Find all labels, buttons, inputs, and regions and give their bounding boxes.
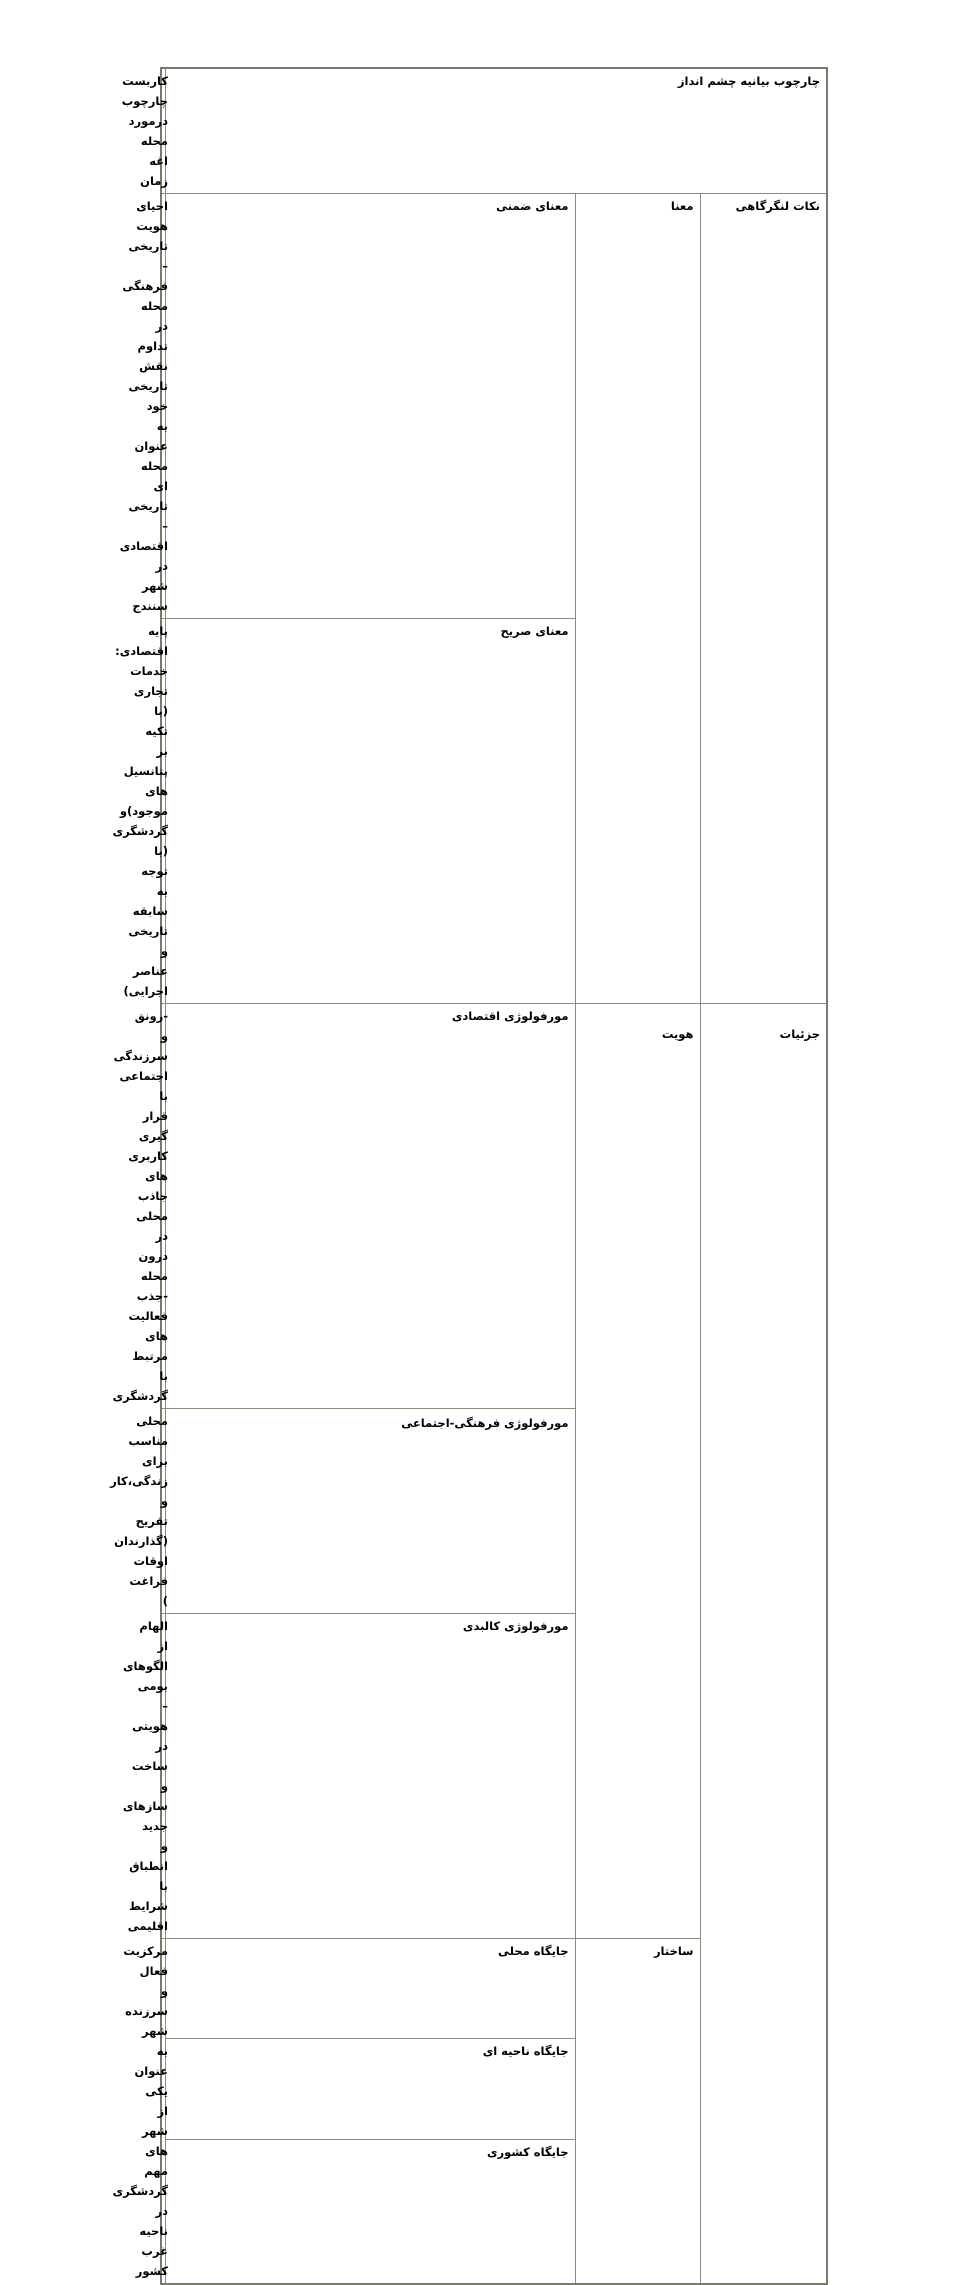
details-cell: جزئیات <box>700 1004 827 2285</box>
framework-title-cell: چارچوب بیانیه چشم انداز <box>166 68 827 194</box>
physical-morphology-text: الهام از الگوهای بومی –هویتی در ساخت و سازهای جدید و انطباق با شرایط اقلیمی <box>161 1614 166 1939</box>
regional-position-label: جایگاه ناحیه ای <box>166 2039 575 2139</box>
anchor-points-cell: نکات لنگرگاهی <box>700 194 827 1004</box>
cultural-social-morphology-text: محلی مناسب برای زندگی،کار و تفریح (گذارندان اوقات فراغت ) <box>161 1409 166 1614</box>
implicit-meaning-label: معنای ضمنی <box>166 194 575 619</box>
implicit-meaning-text: احیای هویت تاریخی –فرهنگی محله در تداوم نقش تاریخی خود به عنوان محله ای تاریخی –اقتصادی در شهر سنندج <box>161 194 166 619</box>
explicit-meaning-text: پایه اقتصادی: خدمات تجاری (با تکیه بر پتانسیل های موجود)و گردشگری (با توجه به سابقه تاریخی و عناصر اجرایی) <box>161 619 166 1004</box>
national-position-label: جایگاه کشوری <box>166 2139 575 2284</box>
economic-morphology-text: -رونق و سرزندگی اجتماعی با قرار گیری کاربری های جاذب محلی در درون محله -جذب فعالیت های مرتبط با گردشگری <box>161 1004 166 1409</box>
structure-cell: ساختار <box>575 1939 700 2285</box>
economic-morphology-label: مورفولوژی اقتصادی <box>166 1004 575 1409</box>
cultural-social-morphology-label: مورفولوژی فرهنگی-اجتماعی <box>166 1409 575 1614</box>
physical-morphology-label: مورفولوژی کالبدی <box>166 1614 575 1939</box>
application-title-cell: کاربست چارچوب درمورد محله اغه زمان <box>161 68 166 194</box>
structure-text: مرکزیت فعال و سرزنده شهر به عنوان یکی از شهر های مهم گردشگری در ناحیه غرب کشور <box>161 1939 166 2285</box>
local-position-label: جایگاه محلی <box>166 1939 575 2039</box>
explicit-meaning-label: معنای صریح <box>166 619 575 1004</box>
vision-framework-table <box>110 67 828 2285</box>
identity-cell: هویت <box>575 1004 700 1939</box>
meaning-cell: معنا <box>575 194 700 1004</box>
